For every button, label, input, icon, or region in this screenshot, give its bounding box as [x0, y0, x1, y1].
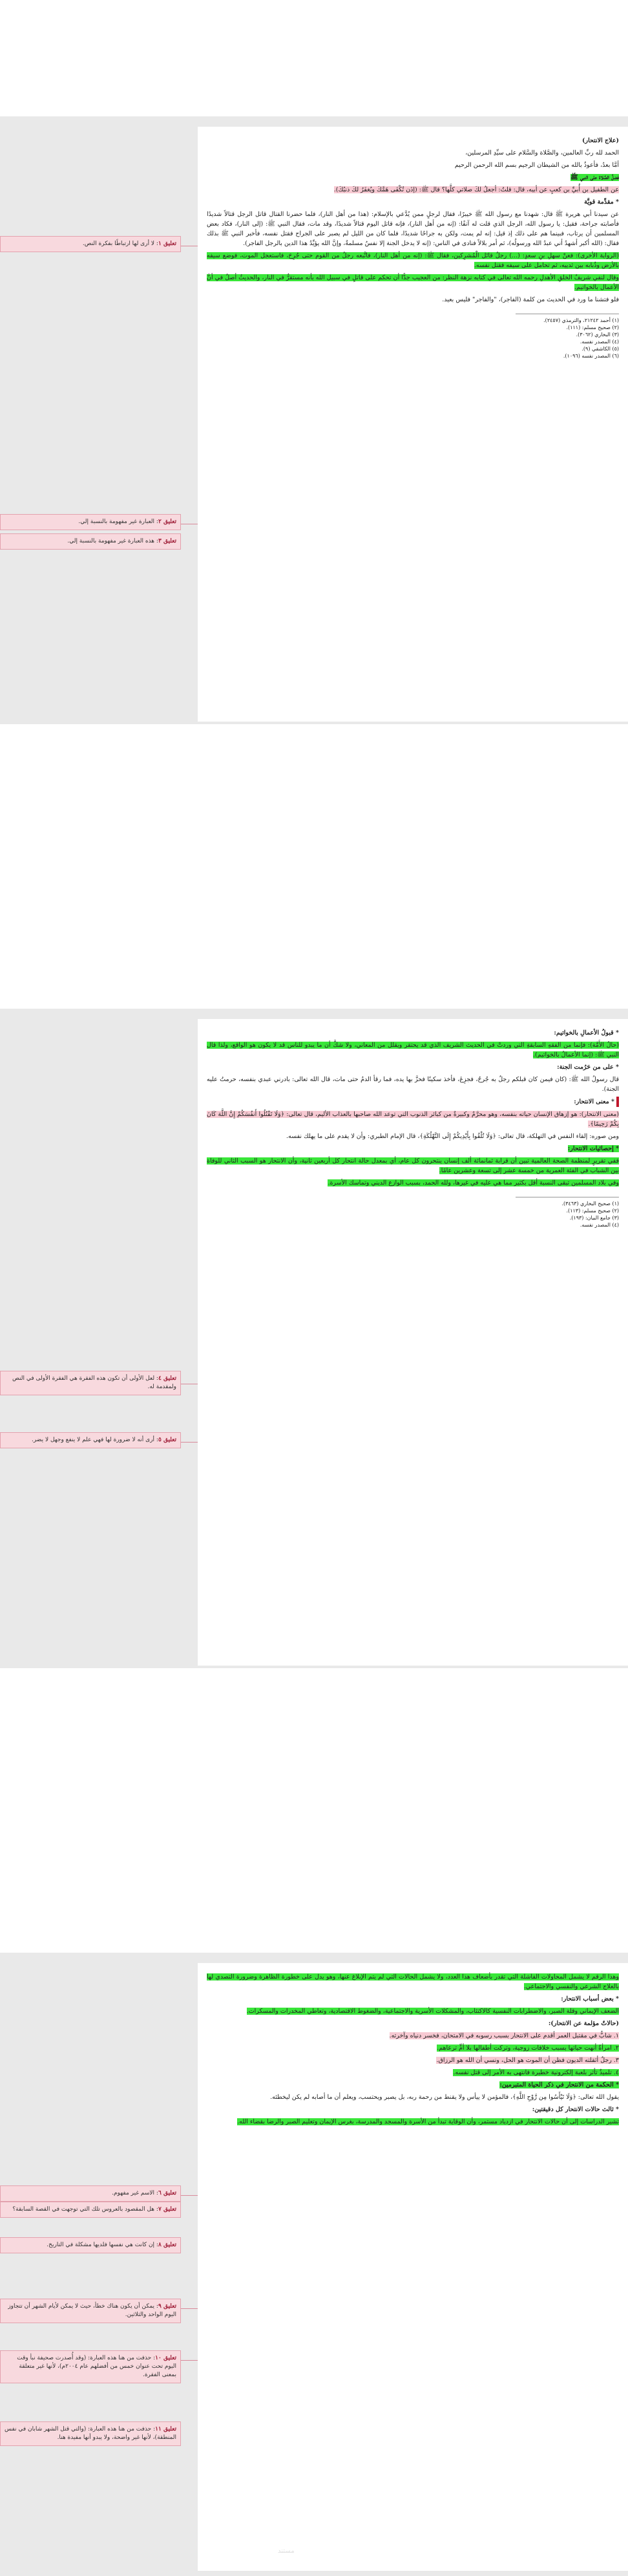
subheading	[207, 2080, 619, 2090]
subheading: * ثالث حالات الانتحار كل دقيقتين:	[532, 2106, 619, 2113]
subheading: * بعض أسباب الانتحار:	[561, 1995, 619, 2002]
intro-line-2: أمَّا بعدُ، فأعوذُ بالله من الشيطان الرجيم بسم الله الرحمن الرحيم	[454, 162, 619, 169]
comment-author: تعليق ٣	[158, 538, 176, 544]
intro-line-1: الحمد لله ربِّ العالمين، والصَّلاة والسَّلام على سيِّدِ المرسلين،	[465, 149, 619, 156]
comment-connector	[181, 2195, 198, 2196]
footnote: (٤) المصدر نفسه.	[580, 339, 619, 345]
comment-balloon[interactable]: تعليق ١٠: حذفت من هنا هذه العبارة: (وقد أُصدرت صحيفة نبأ وقت اليوم تحت عنوان خمس من أفضلهم عام ٢٠٠٤م)، لأنها غير متعلقة بمعنى الفقرة.	[0, 2350, 181, 2383]
highlighted-text: (الرواية الأخرى): فعنْ سهلِ بنِ سعدٍ: (...) رجلٌ قاتَل الْمُشرِكين، فقال ﷺ: (إنه من أهل النار)، فاتَّبعه رجلٌ من القوم حتى جُرِحَ، فاستعجل الموت، فوضع سيفه بالأرض وذُبابه بين ثدييه، ثم تحامل على سيفه فقتل نفسه.	[207, 252, 619, 269]
comment-balloon[interactable]: تعليق ٣: هذه العبارة غير مفهومة بالنسبة إلي.	[0, 533, 181, 550]
comment-connector	[181, 2360, 198, 2361]
footnote: (١) أحمد ٢١٢٤٢، والترمذي (٢٤٥٧).	[543, 317, 619, 323]
comment-balloon[interactable]: تعليق ١١: حذفت من هنا هذه العبارة: (والتي قتل الشهر شابان في نفس المنطقة)، لأنها غير واضحة، ولا يبدو أنها مفيدة هنا.	[0, 2421, 181, 2446]
highlighted-text: وفي بلاد المسلمين تبقى النسبة أقل بكثير مما هي عليه في غيرها، ولله الحمد، بسبب الوازع الديني وتماسك الأسرة.	[328, 1179, 619, 1186]
paragraph	[207, 1972, 619, 1991]
comment-balloon[interactable]: تعليق ٦: الاسم غير مفهوم.	[0, 2185, 181, 2202]
commented-text[interactable]: ١. شابٌّ في مقتبل العمر أقدم على الانتحار بسبب رسوبه في الامتحان، فخسر دنياه وآخرته.	[389, 2032, 619, 2039]
comment-balloon[interactable]: تعليق ٨: إن كانت هي نفسها فلديها مشكلة في التاريخ.	[0, 2237, 181, 2253]
comment-author: تعليق ١١	[155, 2426, 176, 2432]
subheading	[207, 1097, 619, 1107]
comment-author: تعليق ١	[158, 241, 176, 247]
list-item	[207, 2068, 619, 2077]
commented-text[interactable]: عن الطفيل بن أُبيِّ بن كعبٍ عن أبيه، قال: قلتُ: أجعلُ لكَ صلاتي كلَّها؟ قال ﷺ: (إذَن تُكْفَى هَمَّكَ ويُغفَرُ لكَ ذنبُكَ).	[333, 186, 619, 193]
subheading: (حالاتٌ مؤلمة عن الانتحار):	[548, 2020, 619, 2027]
list-item	[207, 2031, 619, 2041]
subheading: * على من حَرُمت الجنة:	[557, 1064, 619, 1071]
footnote: (١) صحيح البخاري (٣٤٦٣).	[561, 1201, 619, 1207]
paragraph: عن سيدنا أبي هريرة ﷺ قال: شهدنا مع رسول الله ﷺ خيبرًا، فقال لرجلٍ ممن يُدَّعي بالإسلام: (هذا من أهل النار)، فلما حضرنا القتال قاتل الرجل قتالاً شديدًا فأصابته جراحة، فقيل: يا رسول الله، الرجل الذي قلت له آنفًا: (إنه من أهل النار)، فإنه قاتل اليوم قتالاً شديدًا، وقد مات، فقال النبي ﷺ: (إلى النار)، فكاد بعض المسلمين أن يرتاب، فبينما هم على ذلك إذ قيل: إنه لم يمت، ولكن به جراحًا شديدًا، فلما كان من الليل لم يصبر على الجراح فقتل نفسه، فأخبر النبي ﷺ بذلك فقال: (الله أكبر أشهدُ أني عبدُ الله ورسولُه)، ثم أمر بلالاً فنادى في الناس: (إنه لا يدخل الجنة إلا نفسٌ مسلمةٌ، وإنَّ الله يؤيِّدُ هذا الدين بالرجل الفاجر).	[207, 211, 619, 247]
footnote: (٥) الكاشفي (٩).	[581, 346, 619, 352]
paragraph	[207, 273, 619, 292]
page-3	[198, 1963, 628, 2571]
highlighted-text: ٤. تلميذٌ تأثر بلعبة إلكترونية خطيرة فانتهى به الأمر إلى قتل نفسه.	[453, 2069, 619, 2076]
highlighted-text: الضعف الإيماني وقلة الصبر، والاضطرابات النفسية كالاكتئاب، والمشكلات الأسرية والاجتماعية، والضغوط الاقتصادية، وتعاطي المخدرات والمسكرات.	[246, 2008, 619, 2015]
paragraph	[207, 2117, 619, 2127]
comment-author: تعليق ٤	[158, 1375, 176, 1382]
comment-author: تعليق ٦	[158, 2190, 176, 2196]
commented-text[interactable]: ٣. رجلٌ أثقلته الديون فظن أن الموت هو الحل، ونسي أن الله هو الرزاق.	[436, 2057, 619, 2064]
footnote: (٣) جامع البيان: (١٩٣).	[569, 1215, 619, 1221]
highlighted-text: ففي تقريرٍ لمنظمة الصحة العالمية تبين أن قرابة ثمانمائة ألف إنسان ينتحرون كل عام، أي بمعدل حالة انتحار كل أربعين ثانية، وأن الانتحار هو السبب الثاني للوفاة بين الشباب في الفئة العمرية من خمسة عشر إلى تسعة وعشرين عامًا.	[207, 1157, 619, 1174]
comment-author: تعليق ٢	[158, 519, 176, 525]
paragraph: يقول الله تعالى: ﴿وَلَا تَيْأَسُوا مِن رَّوْحِ اللَّهِ﴾، فالمؤمن لا ييأس ولا يقنط من رحمة ربه، بل يصبر ويحتسب، ويعلم أن ما أصابه لم يكن ليخطئه.	[270, 2094, 619, 2101]
section-title-text: فضلُ الصَّلاة على النبي ﷺ	[570, 174, 619, 181]
comments-pane	[0, 0, 194, 2576]
paragraph	[207, 1040, 619, 1060]
comment-text: أرى أنه لا ضرورة لها فهي علم لا ينفع وجهل لا يضر.	[31, 1437, 155, 1443]
list-item	[207, 2043, 619, 2053]
subheading-text: * الحكمة من الانتحار في ذكر الحياة المتبرمين:	[499, 2081, 619, 2088]
comment-text: لا أرى لها ارتباطًا بفكرة النص.	[82, 241, 155, 247]
comment-balloon[interactable]: تعليق ٤: لعل الأولى أن تكون هذه الفقرة هي الفقرة الأولى في النص ولمقدمة له.	[0, 1371, 181, 1395]
comment-balloon[interactable]: تعليق ١: لا أرى لها ارتباطًا بفكرة النص.	[0, 236, 181, 252]
footnote: (٢) صحيح مسلم: (١١٣).	[566, 1208, 619, 1214]
change-marker	[616, 1097, 619, 1107]
highlighted-text: ٢. امرأةٌ أنهت حياتها بسبب خلافات زوجية، وتركت أطفالها بلا أمٍّ ترعاهم.	[437, 2045, 619, 2052]
comment-connector	[181, 2308, 198, 2309]
comment-text: حذفت من هنا هذه العبارة: (وقد أُصدرت صحيفة نبأ وقت اليوم تحت عنوان خمس من أفضلهم عام ٢٠٠٤م)، لأنها غير متعلقة بمعنى الفقرة.	[17, 2355, 176, 2378]
subheading: * قبولُ الأعمالِ بالخواتيم:	[554, 1029, 619, 1036]
page-1	[198, 127, 628, 722]
comment-balloon[interactable]: تعليق ٩: يمكن أن يكون هناك خطأ، حيث لا يمكن لأيام الشهر أن تتجاوز اليوم الواحد والثلاثين.	[0, 2299, 181, 2323]
paragraph	[207, 1178, 619, 1188]
comment-author: تعليق ٧	[158, 2206, 176, 2213]
paragraph: قال رسولُ الله ﷺ: (كان فيمن كان قبلكم رجلٌ به جُرحٌ، فجزِعَ، فأخذ سكينًا فحزَّ بها يده، فما رقأ الدمُ حتى مات، قال الله تعالى: بادرني عبدي بنفسه، حرمتُ عليه الجنة).	[207, 1076, 619, 1093]
highlighted-text: تشير الدراسات إلى أن حالات الانتحار في ازدياد مستمر، وأن الوقاية تبدأ من الأسرة والمسجد والمدرسة، بغرس الإيمان وتعليم الصبر والرضا بقضاء الله.	[237, 2118, 619, 2125]
list-item	[207, 2055, 619, 2065]
comment-balloon[interactable]: تعليق ٢: العبارة غير مفهومة بالنسبة إلي.	[0, 514, 181, 530]
comment-balloon[interactable]: تعليق ٧: هل المقصود بالعروس تلك التي توجهت في القصة السابقة؟	[0, 2202, 181, 2218]
footnote: (٢) صحيح مسلم: (١١١).	[566, 325, 619, 330]
paragraph	[207, 1110, 619, 1129]
paragraph	[207, 2006, 619, 2016]
highlighted-text: (حالُ الأَمَّة): فإنما من الفقهِ السابقةِ التي وردتْ في الحديث الشريف الذي قد يحتقر ويقلل من المعاني، ولا شكَّ أن ما يبدو للناس قد لا يكون هو الواقع، ولذا قال النبي ﷺ: (إنما الأعمالُ بالخواتيم).	[207, 1042, 619, 1058]
comment-text: هذه العبارة غير مفهومة بالنسبة إلي.	[67, 538, 155, 544]
paragraph	[207, 1156, 619, 1175]
highlighted-text: وقال لنفي شريفٌ الخلقِ الأهدلِ رحمه الله تعالى في كتابه نزهة النظر: من العجيب جدًّا أن تحكم على قاتلٍ في سبيل الله بأنه مستقرٌّ في النار، والحديثُ أصلٌ في أنَّ الأعمال بالخواتيم.	[207, 274, 619, 291]
comment-text: إن كانت هي نفسها فلديها مشكلة في التاريخ.	[47, 2242, 155, 2248]
comment-author: تعليق ٥	[158, 1437, 176, 1443]
paragraph: ومن صوره: إلقاء النفس في التهلكة، قال تعالى: ﴿وَلَا تُلْقُوا بِأَيْدِيكُمْ إِلَى التَّهْلُكَةِ﴾، قال الإمام الطبري: وأن لا يقدم على ما يهلك نفسه.	[286, 1133, 619, 1140]
comment-text: هل المقصود بالعروس تلك التي توجهت في القصة السابقة؟	[12, 2206, 155, 2213]
footnote: (٣) البخاري (٣٠٦٢).	[576, 332, 619, 338]
comment-author: تعليق ٩	[158, 2303, 176, 2310]
doc-title: (علاج الانتحار)	[582, 137, 619, 144]
comment-balloon[interactable]: تعليق ٥: أرى أنه لا ضرورة لها فهي علم لا ينفع وجهل لا يضر.	[0, 1432, 181, 1448]
paragraph	[207, 185, 619, 195]
subheading	[207, 1144, 619, 1154]
paragraph	[207, 251, 619, 270]
comment-text: العبارة غير مفهومة بالنسبة إلي.	[78, 519, 155, 525]
footnote: (٤) المصدر نفسه.	[580, 1222, 619, 1228]
comment-connector	[181, 1442, 198, 1443]
comment-author: تعليق ٨	[158, 2242, 176, 2248]
highlighted-text: وهذا الرقم لا يشمل المحاولات الفاشلة التي تقدر بأضعاف هذا العدد، ولا يشمل الحالات التي لم يتم الإبلاغ عنها، وهو يدل على خطورة الظاهرة وضرورة التصدي لها بالعلاج الشرعي والنفسي والاجتماعي.	[207, 1973, 619, 1990]
comment-text: لعل الأولى أن تكون هذه الفقرة هي الفقرة الأولى في النص ولمقدمة له.	[12, 1375, 176, 1390]
section-title	[207, 173, 619, 182]
comment-text: الاسم غير مفهوم.	[112, 2190, 155, 2196]
comment-text: يمكن أن يكون هناك خطأ، حيث لا يمكن لأيام الشهر أن تتجاوز اليوم الواحد والثلاثين.	[8, 2303, 176, 2318]
subheading-text: * إحصائيات الانتحار:	[567, 1145, 619, 1152]
comment-author: تعليق ١٠	[155, 2355, 176, 2361]
subheading-text: * معنى الانتحار:	[574, 1098, 614, 1106]
comment-text: حذفت من هنا هذه العبارة: (والتي قتل الشهر شابان في نفس المنطقة)، لأنها غير واضحة، ولا يبدو أنها مفيدة هنا.	[4, 2426, 176, 2441]
page-2	[198, 1019, 628, 1666]
paragraph: فلو فتشنا ما ورد في الحديث من كلمة (الفاجر)، "والفاجر" فليس بعيد.	[442, 296, 619, 303]
subheading: * مقدِّمة قويَّة	[584, 199, 619, 206]
commented-text[interactable]: (معنى الانتحار): هو إزهاق الإنسان حياته بنفسه، وهو محرَّمٌ وكبيرةٌ من كبائر الذنوب التي توعد الله صاحبها بالعذاب الأليم، قال تعالى: ﴿وَلَا تَقْتُلُوا أَنفُسَكُمْ إِنَّ اللَّهَ كَانَ بِكُمْ رَحِيمًا﴾.	[207, 1111, 619, 1128]
watermark: مستند	[278, 2548, 295, 2555]
footnote: (٦) المصدر نفسه (١٠٩٦).	[563, 353, 619, 359]
